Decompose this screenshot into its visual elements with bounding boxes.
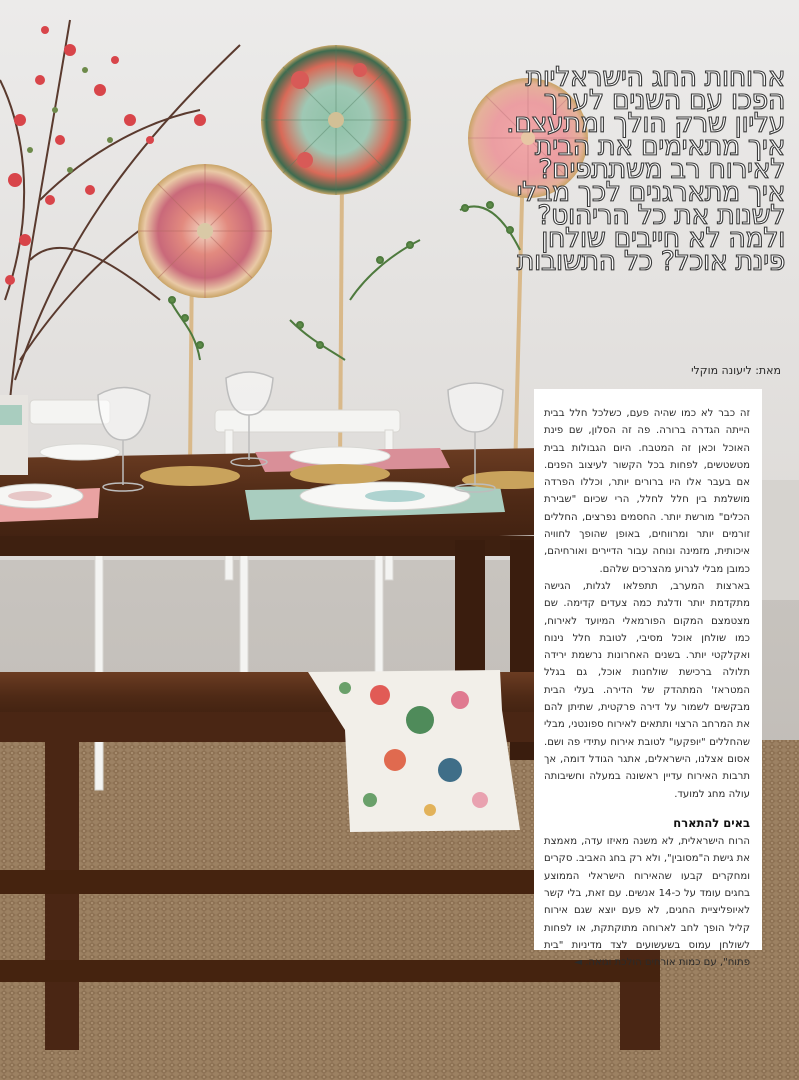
article-body bbox=[534, 389, 762, 969]
body-paragraph-3: הרוח הישראלית, לא משנה מאיזו עדה, מאמצת את גישת ה"מסובין", ולא רק בחג האביב. סקרים ומחקרים קבעו שהאירוח הישראלי הממוצע בחגים עומד על כ-14 אנשים. עם זאת, בלי קשר לאיופליציית החגים, לא פעם יוצא שגם אירוח קליל הופך לחב לארוחה מתוקתקת, או לפחות לשולחן עמוס בשעשועים לצד מדיניות "בית פתוח", עם כמות אורחים הולכת וגואה. ◄ bbox=[544, 836, 750, 969]
body-paragraph-1: זה כבר לא כמו שהיה פעם, כשלכל חלל בבית הייתה הגדרה ברורה. פה זה הסלון, שם פינת האוכל וכאן זה המטבח. היום הגבולות בבית מטשטשים, לפחות בכל הקשור לעיצוב הפנים. אם בעבר אלו היו ברורים יותר, וכללו הפרדה מושלמת בין חלל לחלל, הרי שכיום "שבירת הכלים" מורשת יותר. החסמים נפרצים, החללים זורמים יותר ומרווחים, באופן שהופך לחוויה איכותית, מזמינה ונוחה עבור הדיירים ואורחיהם, כמובן מבלי לגרוע מהצרכים שלהם. bbox=[544, 408, 750, 575]
body-paragraph-2: בארצות המערב, תתפלאו לגלות, הגישה מתקדמת יותר ודלגת כמה צעדים קדימה. שם מצטמצם המקום הפורמאלי המיועד לאירוח, כמו שולחן אוכל מסיבי, לטובת חלל נינוח ואקלקטי יותר. בשנים האחרונות נרשמת ירידה תלולה ברכישת שולחנות אוכל, גם בגלל המטראז' המתהדק של הדירה. בעלי הבית מבקשים לשמור על דירה פרקטית, שתיתן להם את המרחב הרצוי ותתאים לאירוח ספונטני, מבלי שהחללים "יופקעו" לטובת אירוח עתידי פה ושם. אסום אצלנו, הישראלים, אתגר הגודל דומה, אך תרבות האירוח עדיין ראשונה במעלה וחשיבותה עולה מחג למועד. bbox=[544, 580, 750, 800]
section-subhead: באים להתארח bbox=[673, 815, 750, 830]
article-byline: מאת: ליעונה מוקלי bbox=[691, 364, 781, 377]
article-headline: ארוחות החג הישראליות הפכו עם השנים לערך עליון שרק הולך ומתעצם. איך מתאימים את הבית לאירוח רב משתתפים? איך מתארגנים לכך מבלי לשנות את כל הריהוט? ולמה לא חייבים שולחן פינת אוכל? כל התשובות bbox=[506, 62, 785, 277]
